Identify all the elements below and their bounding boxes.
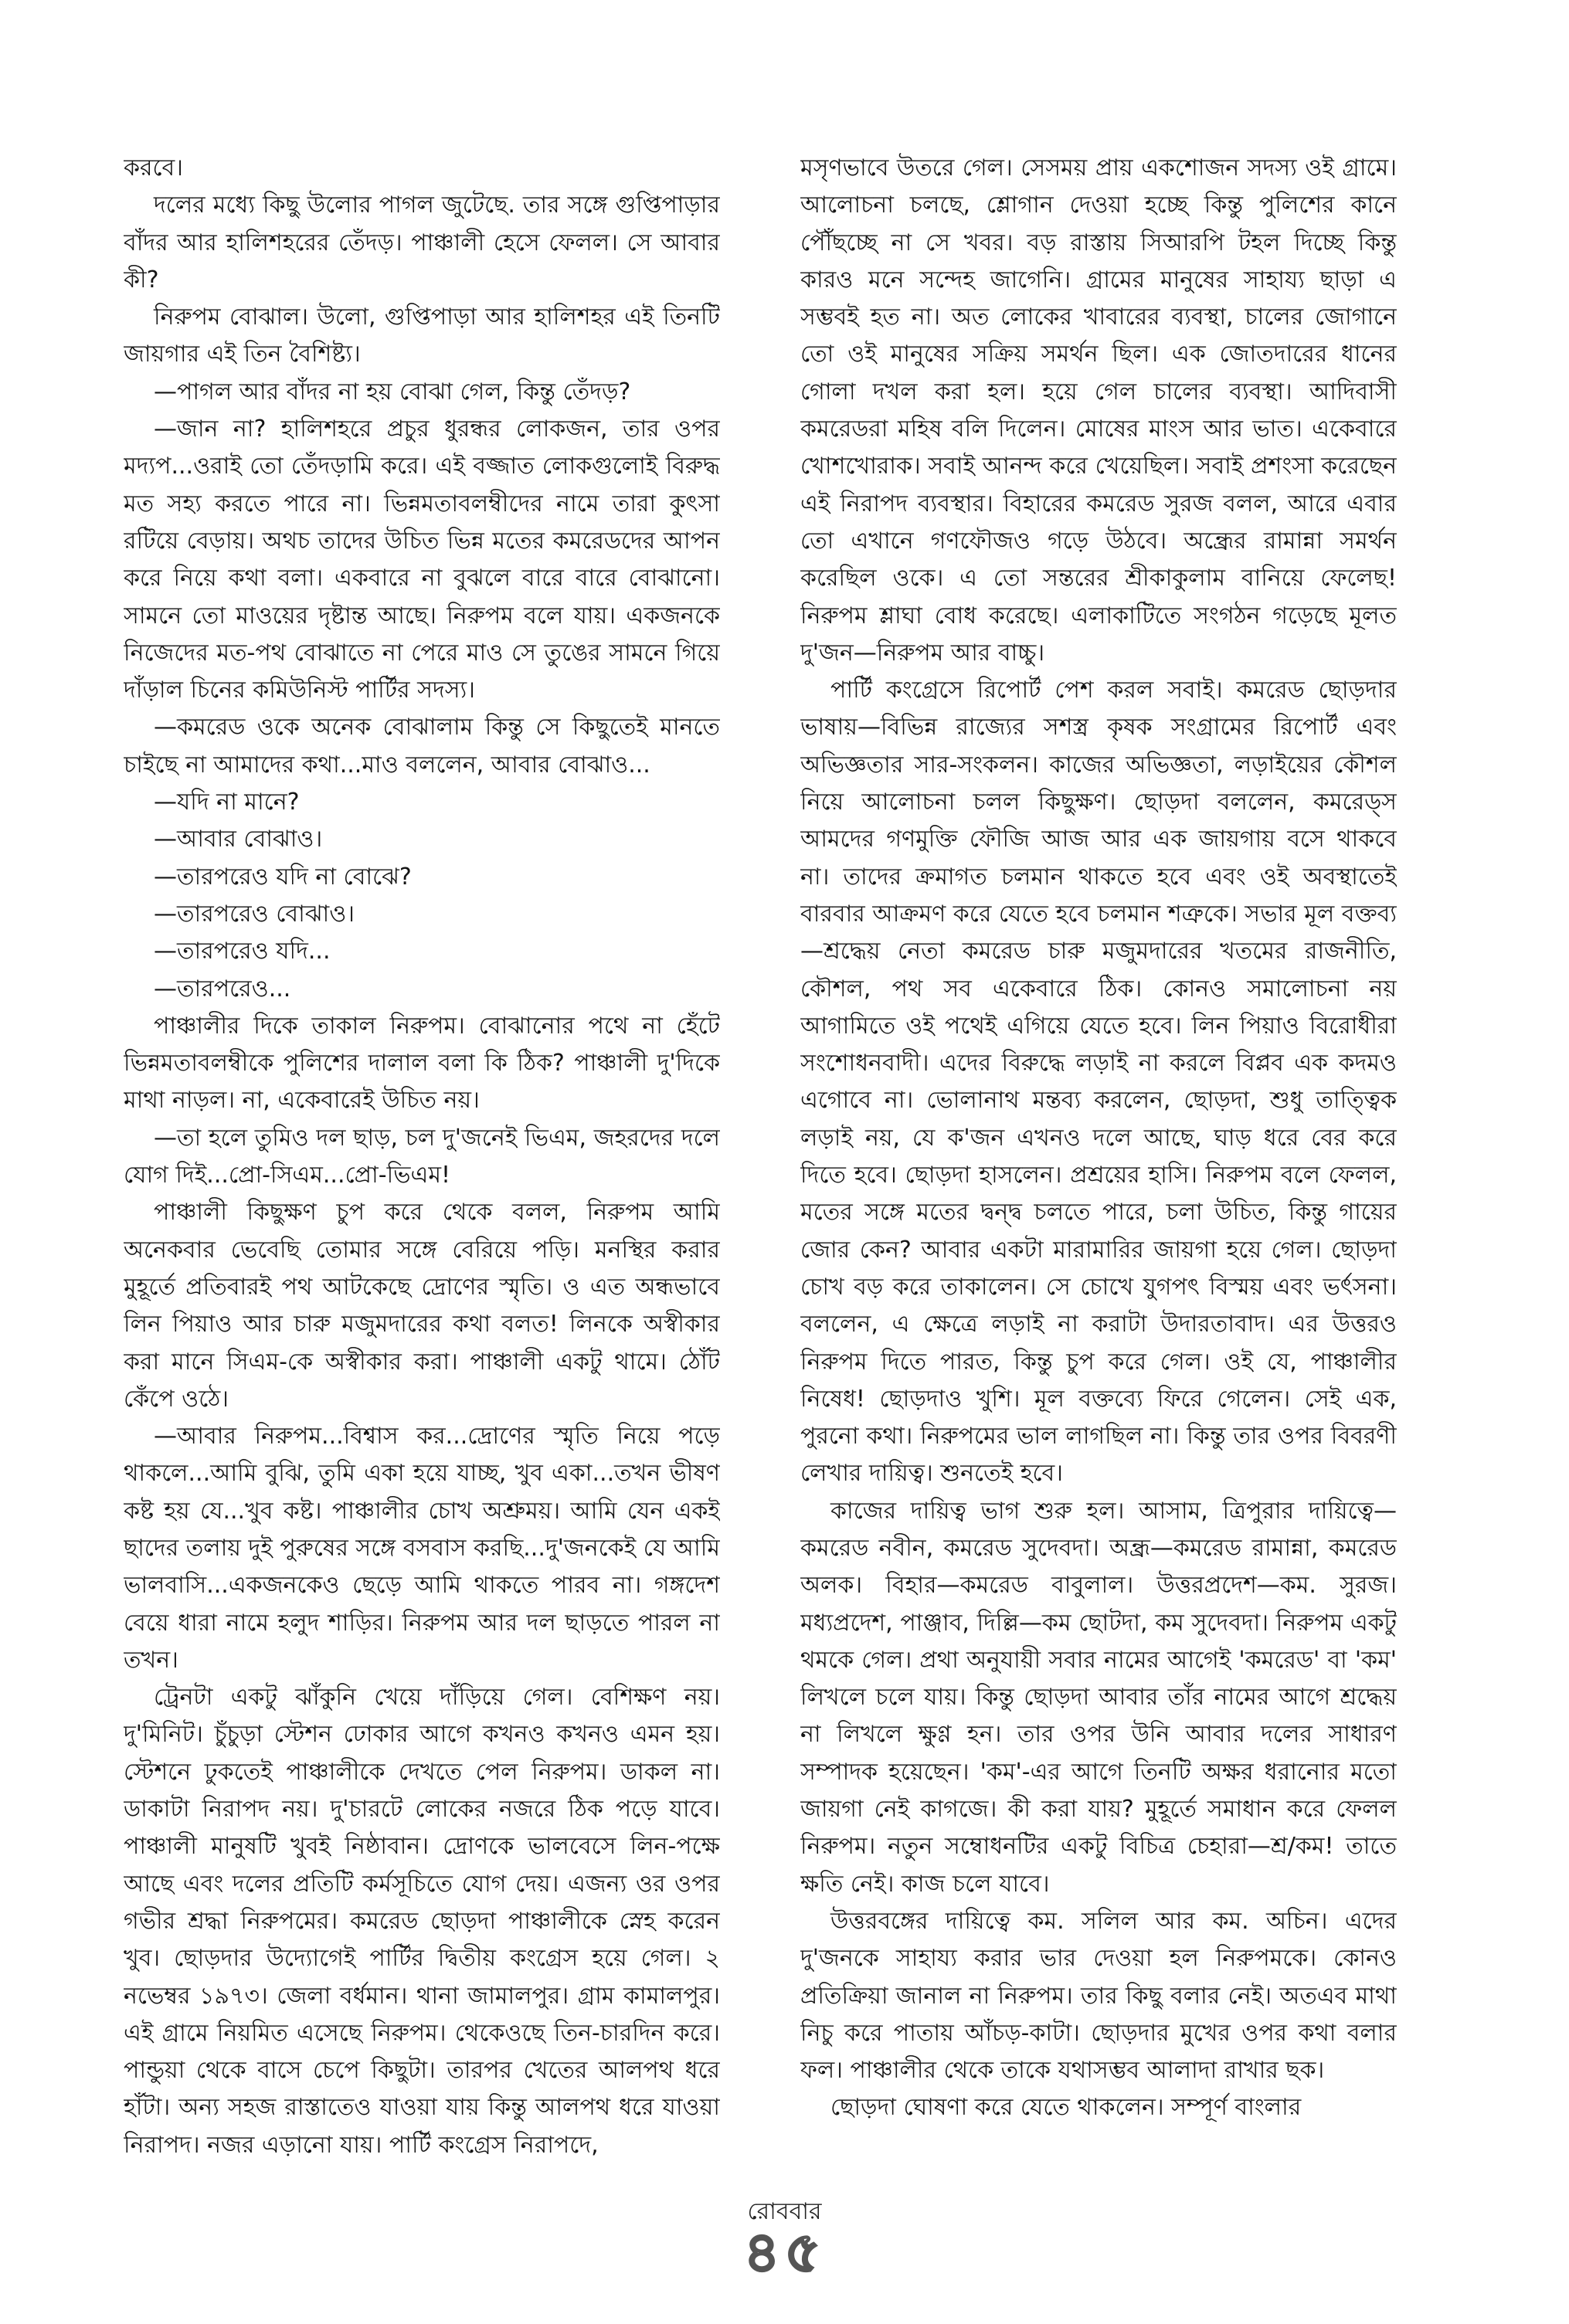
paragraph: —কমরেড ওকে অনেক বোঝালাম কিন্তু সে কিছুতেই মানতে চাইছে না আমাদের কথা...মাও বললেন, আবার বোঝাও...	[124, 714, 720, 779]
magazine-name: রোববার	[747, 2198, 822, 2225]
page-number: ৪৫	[743, 2220, 826, 2285]
paragraph: —তা হলে তুমিও দল ছাড়, চল দু'জনেই ভিএম, জহরদের দলে যোগ দিই...প্রো-সিএম...প্রো-ভিএম!	[124, 1124, 720, 1189]
paragraph: পার্টি কংগ্রেসে রিপোর্ট পেশ করল সবাই। কমরেড ছোড়দার ভাষায়—বিভিন্ন রাজ্যের সশস্ত্র কৃষক সংগ্রামের রিপোর্ট এবং অভিজ্ঞতার সার-সংকলন। কাজের অভিজ্ঞতা, লড়াইয়ের কৌশল নিয়ে আলোচনা চলল কিছুক্ষণ। ছোড়দা বললেন, কমরেড্স আমদের গণমুক্তি ফৌজি আজ আর এক জায়গায় বসে থাকবে না। তাদের ক্রমাগত চলমান থাকতে হবে এবং ওই অবস্থাতেই বারবার আক্রমণ করে যেতে হবে চলমান শত্রুকে। সভার মূল বক্তব্য—শ্রদ্ধেয় নেতা কমরেড চারু মজুমদারের খতমের রাজনীতি, কৌশল, পথ সব একেবারে ঠিক। কোনও সমালোচনা নয় আগামিতে ওই পথেই এগিয়ে যেতে হবে। লিন পিয়াও বিরোধীরা সংশোধনবাদী। এদের বিরুদ্ধে লড়াই না করলে বিপ্লব এক কদমও এগোবে না। ভোলানাথ মন্তব্য করলেন, ছোড়দা, শুধু তাত্ত্বিক লড়াই নয়, যে ক'জন এখনও দলে আছে, ঘাড় ধরে বের করে দিতে হবে। ছোড়দা হাসলেন। প্রশ্রয়ের হাসি। নিরুপম বলে ফেলল, মতের সঙ্গে মতের দ্বন্দ্ব চলতে পারে, চলা উচিত, কিন্তু গায়ের জোর কেন? আবার একটা মারামারির জায়গা হয়ে গেল। ছোড়দা চোখ বড় করে তাকালেন। সে চোখে যুগপৎ বিস্ময় এবং ভর্ৎসনা। বললেন, এ ক্ষেত্রে লড়াই না করাটা উদারতাবাদ। এর উত্তরও নিরুপম দিতে পারত, কিন্তু চুপ করে গেল। ওই যে, পাঞ্চালীর নিষেধ! ছোড়দাও খুশি। মূল বক্তব্যে ফিরে গেলেন। সেই এক, পুরনো কথা। নিরুপমের ভাল লাগছিল না। কিন্তু তার ওপর বিবরণী লেখার দায়িত্ব। শুনতেই হবে।	[800, 677, 1397, 1488]
left-text-column	[124, 150, 720, 2235]
paragraph: ট্রেনটা একটু ঝাঁকুনি খেয়ে দাঁড়িয়ে গেল। বেশিক্ষণ নয়। দু'মিনিট। চুঁচুড়া স্টেশন ঢোকার আগে কখনও কখনও এমন হয়। স্টেশনে ঢুকতেই পাঞ্চালীকে দেখতে পেল নিরুপম। ডাকল না। ডাকাটা নিরাপদ নয়। দু'চারটে লোকের নজরে ঠিক পড়ে যাবে। পাঞ্চালী মানুষটি খুবই নিষ্ঠাবান। দ্রোণকে ভালবেসে লিন-পক্ষে আছে এবং দলের প্রতিটি কর্মসূচিতে যোগ দেয়। এজন্য ওর ওপর গভীর শ্রদ্ধা নিরুপমের। কমরেড ছোড়দা পাঞ্চালীকে স্নেহ করেন খুব। ছোড়দার উদ্যোগেই পার্টির দ্বিতীয় কংগ্রেস হয়ে গেল। ২ নভেম্বর ১৯৭৩। জেলা বর্ধমান। থানা জামালপুর। গ্রাম কামালপুর। এই গ্রামে নিয়মিত এসেছে নিরুপম। থেকেওছে তিন-চারদিন করে। পান্ডুয়া থেকে বাসে চেপে কিছুটা। তারপর খেতের আলপথ ধরে হাঁটা। অন্য সহজ রাস্তাতেও যাওয়া যায় কিন্তু আলপথ ধরে যাওয়া নিরাপদ। নজর এড়ানো যায়। পার্টি কংগ্রেস নিরাপদে,	[124, 1684, 720, 2159]
paragraph: দলের মধ্যে কিছু উলোর পাগল জুটেছে. তার সঙ্গে গুপ্তিপাড়ার বাঁদর আর হালিশহরের তেঁদড়। পাঞ্চালী হেসে ফেলল। সে আবার কী?	[124, 192, 720, 293]
paragraph: কাজের দায়িত্ব ভাগ শুরু হল। আসাম, ত্রিপুরার দায়িত্বে—কমরেড নবীন, কমরেড সুদেবদা। অন্ধ্র—কমরেড রামান্না, কমরেড অলক। বিহার—কমরেড বাবুলাল। উত্তরপ্রদেশ—কম. সুরজ। মধ্যপ্রদেশ, পাঞ্জাব, দিল্লি—কম ছোটদা, কম সুদেবদা। নিরুপম একটু থমকে গেল। প্রথা অনুযায়ী সবার নামের আগেই 'কমরেড' বা 'কম' লিখলে চলে যায়। কিন্তু ছোড়দা আবার তাঁর নামের আগে শ্রদ্ধেয় না লিখলে ক্ষুণ্ণ হন। তার ওপর উনি আবার দলের সাধারণ সম্পাদক হয়েছেন। 'কম'-এর আগে তিনটি অক্ষর ধরানোর মতো জায়গা নেই কাগজে। কী করা যায়? মুহূর্তে সমাধান করে ফেলল নিরুপম। নতুন সম্বোধনটির একটু বিচিত্র চেহারা—শ্র/কম! তাতে ক্ষতি নেই। কাজ চলে যাবে।	[800, 1497, 1397, 1898]
paragraph: —পাগল আর বাঁদর না হয় বোঝা গেল, কিন্তু তেঁদড়?	[154, 378, 631, 405]
paragraph: নিরুপম বোঝাল। উলো, গুপ্তিপাড়া আর হালিশহর এই তিনটি জায়গার এই তিন বৈশিষ্ট্য।	[124, 304, 720, 368]
paragraph: করবে।	[124, 154, 183, 182]
paragraph: —তারপরেও...	[154, 975, 291, 1003]
paragraph: ছোড়দা ঘোষণা করে যেতে থাকলেন। সম্পূর্ণ বাংলার	[830, 2094, 1302, 2122]
paragraph: —যদি না মানে?	[154, 789, 300, 816]
paragraph: —আবার নিরুপম...বিশ্বাস কর...দ্রোণের স্মৃতি নিয়ে পড়ে থাকলে...আমি বুঝি, তুমি একা হয়ে যাচ্ছ, খুব একা...তখন ভীষণ কষ্ট হয় যে...খুব কষ্ট। পাঞ্চালীর চোখ অশ্রুময়। আমি যেন একই ছাদের তলায় দুই পুরুষের সঙ্গে বসবাস করছি...দু'জনকেই যে আমি ভালবাসি...একজনকেও ছেড়ে আমি থাকতে পারব না। গঙ্গদেশ বেয়ে ধারা নামে হলুদ শাড়ির। নিরুপম আর দল ছাড়তে পারল না তখন।	[124, 1423, 720, 1674]
paragraph: —জান না? হালিশহরে প্রচুর ধুরন্ধর লোকজন, তার ওপর মদ্যপ...ওরাই তো তেঁদড়ামি করে। এই বজ্জাত লোকগুলোই বিরুদ্ধ মত সহ্য করতে পারে না। ভিন্নমতাবলম্বীদের নামে তারা কুৎসা রটিয়ে বেড়ায়। অথচ তাদের উচিত ভিন্ন মতের কমরেডদের আপন করে নিয়ে কথা বলা। একবারে না বুঝলে বারে বারে বোঝানো। সামনে তো মাওয়ের দৃষ্টান্ত আছে। নিরুপম বলে যায়। একজনকে নিজেদের মত-পথ বোঝাতে না পেরে মাও সে তুঙের সামনে গিয়ে দাঁড়াল চিনের কমিউনিস্ট পার্টির সদস্য।	[124, 416, 720, 704]
paragraph: পাঞ্চালীর দিকে তাকাল নিরুপম। বোঝানোর পথে না হেঁটে ভিন্নমতাবলম্বীকে পুলিশের দালাল বলা কি ঠিক? পাঞ্চালী দু'দিকে মাথা নাড়ল। না, একেবারেই উচিত নয়।	[124, 1012, 720, 1115]
paragraph: মসৃণভাবে উতরে গেল। সেসময় প্রায় একশোজন সদস্য ওই গ্রামে। আলোচনা চলছে, শ্লোগান দেওয়া হচ্ছে কিন্তু পুলিশের কানে পৌঁছচ্ছে না সে খবর। বড় রাস্তায় সিআরপি টহল দিচ্ছে কিন্তু কারও মনে সন্দেহ জাগেনি। গ্রামের মানুষের সাহায্য ছাড়া এ সম্ভবই হত না। অত লোকের খাবারের ব্যবস্থা, চালের জোগানে তো ওই মানুষের সক্রিয় সমর্থন ছিল। এক জোতদারের ধানের গোলা দখল করা হল। হয়ে গেল চালের ব্যবস্থা। আদিবাসী কমরেডরা মহিষ বলি দিলেন। মোষের মাংস আর ভাত। একেবারে খোশখোরাক। সবাই আনন্দ করে খেয়েছিল। সবাই প্রশংসা করেছেন এই নিরাপদ ব্যবস্থার। বিহারের কমরেড সুরজ বলল, আরে এবার তো এখানে গণফৌজও গড়ে উঠবে। অন্ধ্রের রামান্না সমর্থন করেছিল ওকে। এ তো সন্তরের শ্রীকাকুলাম বানিয়ে ফেলেছ! নিরুপম শ্লাঘা বোধ করেছে। এলাকাটিতে সংগঠন গড়েছে মূলত দু'জন—নিরুপম আর বাচ্চু।	[800, 154, 1397, 667]
paragraph: —তারপরেও যদি...	[154, 938, 331, 965]
paragraph: উত্তরবঙ্গের দায়িত্বে কম. সলিল আর কম. অচিন। এদের দু'জনকে সাহায্য করার ভার দেওয়া হল নিরুপমকে। কোনও প্রতিক্রিয়া জানাল না নিরুপম। তার কিছু বলার নেই। অতএব মাথা নিচু করে পাতায় আঁচড়-কাটা। ছোড়দার মুখের ওপর কথা বলার ফল। পাঞ্চালীর থেকে তাকে যথাসম্ভব আলাদা রাখার ছক।	[800, 1907, 1397, 2085]
paragraph: পাঞ্চালী কিছুক্ষণ চুপ করে থেকে বলল, নিরুপম আমি অনেকবার ভেবেছি তোমার সঙ্গে বেরিয়ে পড়ি। মনস্থির করার মুহূর্তে প্রতিবারই পথ আটকেছে দ্রোণের স্মৃতি। ও এত অন্ধভাবে লিন পিয়াও আর চারু মজুমদারের কথা বলত! লিনকে অস্বীকার করা মানে সিএম-কে অস্বীকার করা। পাঞ্চালী একটু থামে। ঠোঁট কেঁপে ওঠে।	[124, 1199, 720, 1413]
paragraph: —তারপরেও বোঝাও।	[154, 900, 355, 928]
right-text-column	[800, 150, 1397, 2235]
paragraph: —তারপরেও যদি না বোঝে?	[154, 863, 412, 891]
paragraph: —আবার বোঝাও।	[154, 826, 323, 853]
